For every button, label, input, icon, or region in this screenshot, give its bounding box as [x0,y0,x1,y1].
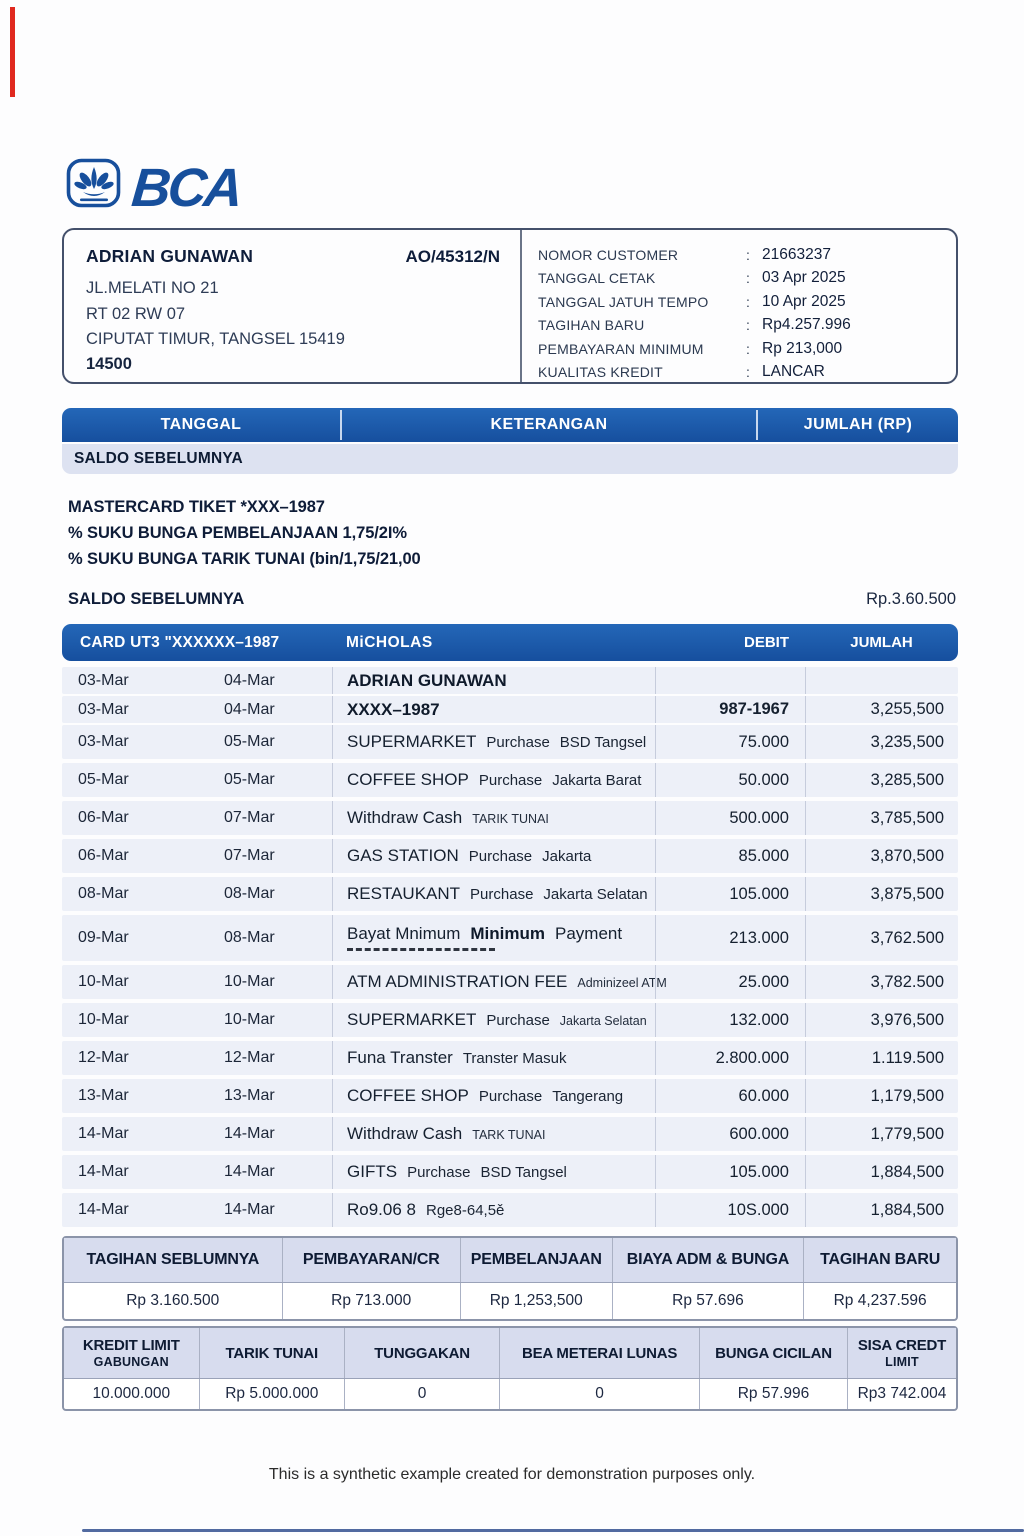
desc-segment: SUPERMARKET [347,1010,477,1029]
cell-debit: 10S.000 [655,1193,805,1227]
cell-debit: 50.000 [655,763,805,797]
cell-post-date: 14-Mar [78,1163,129,1180]
cell-description [332,1079,655,1113]
cell-amount: 3,976,500 [805,1003,958,1037]
card-terms-block [68,494,421,572]
cell-amount [805,667,958,694]
desc-segment: Funa Transter [347,1048,453,1067]
previous-balance-row [68,590,956,609]
cell-debit: 132.000 [655,1003,805,1037]
cell-debit: 2.800.000 [655,1041,805,1075]
header-divider [756,410,758,440]
cell-debit: 60.000 [655,1079,805,1113]
previous-balance-label: SALDO SEBELUMNYA [68,590,245,608]
desc-segment: Purchase [478,772,543,789]
statement-info-row [538,290,940,314]
statement-info-row [538,337,940,361]
statement-info-value: 21663237 [762,245,831,263]
description-segments [347,924,655,944]
desc-segment: SUPERMARKET [347,732,477,751]
previous-balance-value: Rp.3.60.500 [866,590,956,608]
table-row [62,1193,958,1227]
cell-post-date: 14-Mar [78,1125,129,1142]
address-line-2: RT 02 RW 07 [86,304,186,323]
bca-logo [66,157,243,218]
desc-segment: XXXX–1987 [347,699,440,719]
main-table-header [62,408,958,442]
cell-post-date: 12-Mar [78,1049,129,1066]
address-line-3: CIPUTAT TIMUR, TANGSEL 15419 [86,330,345,349]
cell-trans-date: 10-Mar [224,1011,275,1028]
cell-post-date: 03-Mar [78,700,129,718]
cell-post-date: 10-Mar [78,1011,129,1028]
limit-column-header [848,1328,956,1378]
table-row [62,877,958,911]
cell-post-date: 05-Mar [78,771,129,788]
cell-debit: 75.000 [655,725,805,759]
description-segments [347,671,655,691]
desc-segment: Bayat Mnimum [347,923,461,943]
description-segments [347,770,655,790]
cell-trans-date: 04-Mar [224,671,275,689]
statement-info-value: LANCAR [762,363,825,381]
limit-header-main: KREDIT LIMIT [82,1337,180,1354]
cell-amount: 3,235,500 [805,725,958,759]
cell-debit: 105.000 [655,1155,805,1189]
desc-segment: TARK TUNAI [472,1128,546,1142]
desc-segment: GAS STATION [347,846,459,865]
desc-segment: BSD Tangsel [559,734,647,751]
postal-code: 14500 [86,354,132,373]
cell-debit: 600.000 [655,1117,805,1151]
disclaimer-text: This is a synthetic example created for demonstration purposes only. [268,1466,756,1483]
statement-info-label: TANGGAL JATUH TEMPO [538,293,709,310]
customer-info-box [62,228,958,384]
cell-trans-date: 05-Mar [224,733,275,750]
summary-column-value: Rp 4,237.596 [833,1292,927,1309]
customer-name: ADRIAN GUNAWAN [86,246,254,266]
desc-segment: RESTAUKANT [347,884,461,903]
summary-column-value: Rp 713.000 [283,1283,461,1319]
desc-segment: Purchase [486,1012,550,1029]
limit-column-value: Rp3 742.004 [857,1385,947,1402]
description-segments [347,846,655,866]
limit-column-header [64,1328,200,1378]
description-segments [347,732,655,752]
column-header-card: CARD UT3 "XXXXXX–1987 [80,633,280,651]
desc-segment: Rge8-64,5ě [426,1202,505,1219]
scan-artifact-red-line [10,7,15,97]
desc-segment: BSD Tangsel [480,1164,567,1181]
customer-name-row [86,246,500,267]
summary-column-value: Rp 57.696 [613,1283,805,1319]
summary-column-header: BIAYA ADM & BUNGA [613,1238,805,1282]
cell-debit [655,667,805,694]
cell-description [332,1117,655,1151]
desc-segment: ATM ADMINISTRATION FEE [347,972,568,991]
cell-amount: 3,762.500 [805,915,958,961]
statement-info-label: TANGGAL CETAK [538,270,656,287]
desc-segment: Jakarta Selatan [543,886,648,903]
limits-value-row [64,1379,956,1409]
desc-segment: Purchase [468,848,533,865]
cell-amount: 3,285,500 [805,763,958,797]
statement-info-row [538,314,940,338]
table-row [62,801,958,835]
cell-debit: 85.000 [655,839,805,873]
column-header-tanggal: TANGGAL [160,416,242,433]
limit-header-main: TARIK TUNAI [225,1344,319,1362]
limit-column-header [200,1328,345,1378]
desc-segment: Tangerang [552,1088,624,1105]
statement-info-label: PEMBAYARAN MINIMUM [538,340,704,357]
desc-segment: Purchase [486,734,550,751]
cell-trans-date: 05-Mar [224,771,275,788]
desc-segment: ADRIAN GUNAWAN [347,670,507,690]
cell-post-date: 13-Mar [78,1087,129,1104]
cell-description [332,1041,655,1075]
table-row [62,667,958,694]
description-segments [347,1200,655,1220]
cell-amount: 1,179,500 [805,1079,958,1113]
description-segments [347,1010,655,1030]
description-segments [347,972,667,992]
summary-column-value: Rp 1,253,500 [461,1283,613,1319]
cell-trans-date: 12-Mar [224,1049,275,1066]
column-header-name: MiCHOLAS [346,633,433,651]
customer-address-panel [64,230,520,382]
cell-debit: 500.000 [655,801,805,835]
cell-amount: 3,875,500 [805,877,958,911]
desc-segment: Purchase [478,1088,543,1105]
cell-post-date: 03-Mar [78,733,129,750]
limit-header-main: BUNGA CICILAN [715,1344,832,1362]
cell-trans-date: 08-Mar [224,929,275,946]
colon-separator: : [746,246,750,263]
limit-column-header [700,1328,848,1378]
cell-amount: 1,884,500 [805,1193,958,1227]
limit-column-value: 0 [345,1379,500,1409]
statement-info-value: 03 Apr 2025 [762,269,846,287]
description-segments [347,700,655,720]
desc-segment: Adminizeel ATM [577,976,667,990]
cell-trans-date: 04-Mar [224,700,275,718]
description-segments [347,1086,655,1106]
description-segments [347,1124,655,1144]
limit-column-value: Rp 57.996 [700,1379,848,1409]
column-header-keterangan: KETERANGAN [490,416,608,433]
desc-segment: Jakarta [542,848,592,865]
cell-description [332,801,655,835]
cell-trans-date: 14-Mar [224,1163,275,1180]
cell-post-date: 09-Mar [78,929,129,946]
saldo-sebelumnya-band: SALDO SEBELUMNYA [62,444,958,474]
cell-description [332,763,655,797]
description-segments [347,1048,655,1068]
card-title-line: MASTERCARD TIKET *XXX–1987 [68,498,325,516]
statement-info-list [538,243,940,384]
limit-header-main: BEA METERAI LUNAS [521,1344,678,1362]
cell-amount: 1,884,500 [805,1155,958,1189]
limit-column-header [345,1328,500,1378]
desc-segment: Jakarta Selatan [559,1014,647,1028]
statement-info-label: TAGIHAN BARU [538,317,645,334]
summary-column-value: Rp 3.160.500 [64,1283,283,1319]
desc-segment: TARIK TUNAI [472,812,549,826]
table-row [62,1041,958,1075]
credit-limit-table [62,1326,958,1411]
summary-value-row [64,1283,956,1319]
limit-header-sub: GABUNGAN [93,1355,169,1369]
cell-post-date: 08-Mar [78,885,129,902]
bca-wordmark: BCA [129,157,243,218]
desc-segment: Ro9.06 8 [347,1200,416,1219]
cell-description [332,839,655,873]
desc-segment: Withdraw Cash [347,1124,463,1143]
statement-info-label: NOMOR CUSTOMER [538,246,679,263]
cell-description [332,915,655,961]
header-divider [340,410,342,440]
cell-debit: 987-1967 [655,696,805,723]
interest-cash-line: % SUKU BUNGA TARIK TUNAI (bin/1,75/21,00 [68,550,421,568]
statement-info-value: 10 Apr 2025 [762,292,846,310]
cell-trans-date: 14-Mar [224,1201,275,1218]
desc-segment: GIFTS [347,1162,398,1181]
cell-trans-date: 13-Mar [224,1087,275,1104]
billing-summary-table [62,1236,958,1321]
description-segments [347,1162,655,1182]
colon-separator: : [746,340,750,357]
table-row [62,1155,958,1189]
statement-info-row [538,267,940,291]
table-row [62,965,958,999]
cell-description [332,877,655,911]
desc-segment: Payment [554,923,623,943]
description-segments [347,808,655,828]
statement-info-value: Rp4.257.996 [762,316,851,334]
scan-artifact-bottom-line [82,1529,1024,1532]
limit-column-value: Rp 5.000.000 [200,1379,345,1409]
table-row [62,839,958,873]
limit-column-header [500,1328,700,1378]
table-row [62,1117,958,1151]
desc-segment: COFFEE SHOP [347,770,469,789]
statement-info-value: Rp 213,000 [762,339,843,357]
transactions-table [62,624,958,1231]
cell-amount: 3,782.500 [805,965,958,999]
cell-description [332,667,655,694]
transactions-body [62,667,958,1227]
column-header-jumlah: JUMLAH (RP) [803,416,913,433]
cell-debit: 105.000 [655,877,805,911]
statement-info-row [538,243,940,267]
cell-description [332,1155,655,1189]
desc-segment: Minimum [470,923,545,943]
limit-header-main: SISA CREDT [857,1337,947,1354]
desc-segment: Transter Masuk [462,1050,567,1067]
cell-post-date: 10-Mar [78,973,129,990]
limit-column-value: 10.000.000 [64,1379,200,1409]
cell-debit: 213.000 [655,915,805,961]
desc-segment: Purchase [470,886,534,903]
cell-trans-date: 07-Mar [224,809,275,826]
column-header-amount: JUMLAH [850,634,913,651]
table-row [62,1079,958,1113]
column-header-debit: DEBIT [744,634,789,651]
cell-post-date: 06-Mar [78,847,129,864]
summary-column-header: TAGIHAN BARU [820,1251,941,1268]
statement-info-row [538,361,940,385]
cell-amount: 3,785,500 [805,801,958,835]
cell-post-date: 03-Mar [78,671,129,689]
statement-code: AO/45312/N [405,247,500,266]
cell-trans-date: 14-Mar [224,1125,275,1142]
limit-header-main: TUNGGAKAN [374,1344,470,1362]
cell-trans-date: 08-Mar [224,885,275,902]
interest-purchase-line: % SUKU BUNGA PEMBELANJAAN 1,75/2I% [68,524,407,542]
limit-column-value: 0 [500,1379,700,1409]
statement-info-panel [520,230,956,382]
cell-post-date: 06-Mar [78,809,129,826]
colon-separator: : [746,293,750,310]
cell-amount: 3,255,500 [805,696,958,723]
colon-separator: : [746,364,750,381]
cell-description [332,696,655,723]
summary-column-header: TAGIHAN SEBLUMNYA [64,1238,283,1282]
limits-header-row [64,1328,956,1379]
summary-column-header: PEMBELANJAAN [461,1238,613,1282]
table-row [62,725,958,759]
summary-header-row [64,1238,956,1283]
desc-segment: Purchase [407,1164,471,1181]
cell-amount: 3,870,500 [805,839,958,873]
summary-column-header: PEMBAYARAN/CR [283,1238,461,1282]
transactions-table-header [62,624,958,661]
cell-description [332,1193,655,1227]
desc-segment: COFFEE SHOP [347,1086,469,1105]
cell-description [332,725,655,759]
table-row [62,915,958,961]
desc-segment: Withdraw Cash [347,808,463,827]
table-row [62,1003,958,1037]
dashed-underline [347,948,495,951]
colon-separator: : [746,317,750,334]
cell-description [332,965,667,999]
desc-segment: Jakarta Barat [552,772,642,789]
statement-info-label: KUALITAS KREDIT [538,364,663,381]
description-segments [347,884,655,904]
cell-debit: 25.000 [655,965,805,999]
limit-header-sub: LIMIT [885,1355,919,1369]
table-row [62,696,958,723]
cell-amount: 1,779,500 [805,1117,958,1151]
table-row [62,763,958,797]
cell-post-date: 14-Mar [78,1201,129,1218]
cell-amount: 1.119.500 [805,1041,958,1075]
bca-emblem-icon [66,158,122,217]
cell-trans-date: 10-Mar [224,973,275,990]
cell-description [332,1003,655,1037]
cell-trans-date: 07-Mar [224,847,275,864]
colon-separator: : [746,270,750,287]
address-line-1: JL.MELATI NO 21 [86,279,219,297]
